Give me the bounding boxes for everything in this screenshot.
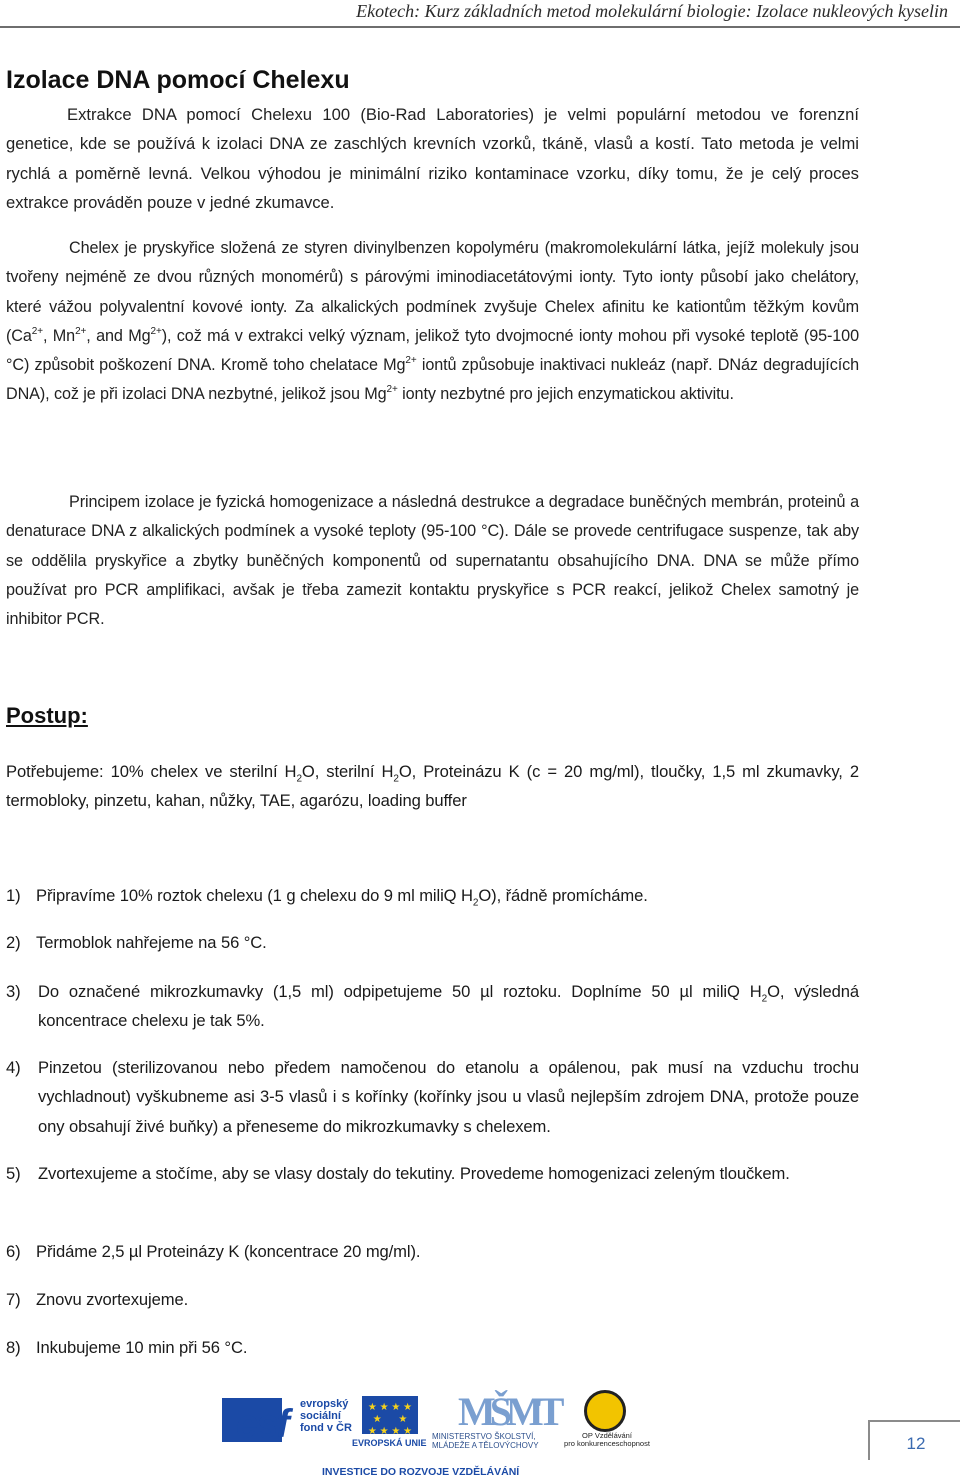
msmt-caption-line-1: MINISTERSTVO ŠKOLSTVÍ, [432,1432,536,1441]
msmt-caption-line-2: MLÁDEŽE A TĚLOVÝCHOVY [432,1441,539,1450]
needs-sub-1: 2 [296,773,302,785]
eu-stars-icon: ★ ★ ★ ★ ★ ★ ★ ★ ★ ★ [367,1402,413,1437]
list-item-step-8 [6,1333,859,1362]
op-caption [562,1432,652,1448]
step-text-b: O, výsledná koncentrace chelexu je tak 5%. [38,982,859,1031]
step-number: 7) [6,1290,21,1309]
list-item-step-6 [6,1237,859,1266]
page-number: 12 [868,1420,960,1460]
esf-text [300,1398,352,1434]
step-number: 3) [6,982,21,1001]
page-header [0,0,960,28]
p2-sup-1: 2+ [31,325,43,337]
step-number: 5) [6,1164,21,1183]
section-title-chelex: Izolace DNA pomocí Chelexu [6,66,350,94]
paragraph-intro-text-2: Velkou výhodou je minimální riziko kontaminace vzorku, díky tomu, že je celý proces extrakce prováděn pouze v jedné zkumavce. [6,163,859,212]
esf-text-line-3: fond v ČR [300,1422,352,1434]
step-text: Pinzetou (sterilizovanou nebo předem namočenou do etanolu a opálenou, pak musí na vzduchu trochu vychladnout) vyškubneme asi 3-5 vlasů i s kořínky (kořínky jsou u vlasů nejlepším zdrojem DNA, protože pouze ony obsahují živé buňky) a přeneseme do mikrozkumavky s chelexem. [38,1058,859,1136]
p2-text-b: , Mn [43,326,76,345]
paragraph-chelex-properties [6,234,859,410]
paragraph-principle: Principem izolace je fyzická homogenizace a následná destrukce a degradace buněčných membrán, proteinů a denaturace DNA z alkalických podmínek a vysoké teploty (95-100 °C). Dále se provede centrifugace suspenze, tak aby se oddělila pryskyřice a zbytky buněčných komponentů od supernatantu obsahujícího DNA. DNA se může přímo používat pro PCR amplifikaci, avšak je třeba zamezit kontaktu pryskyřice s PCR reakcí, jelikož Chelex samotný je inhibitor PCR. [6,493,859,629]
p2-sup-4: 2+ [405,354,417,366]
needs-text-c: O, Proteinázu K (c = 20 mg/ml), tloučky, 1,5 ml zkumavky, 2 termobloky, pinzetu, kahan, nůžky, TAE, agarózu, loading buffer [6,762,860,811]
step-text: Do označené mikrozkumavky (1,5 ml) odpipetujeme 50 µl roztoku. Doplníme 50 µl miliQ H [38,982,762,1001]
step-number: 1) [6,886,21,905]
step-sub: 2 [761,993,768,1005]
op-caption-line-2: pro konkurenceschopnost [564,1439,650,1448]
p2-sup-5: 2+ [386,384,398,396]
paragraph-intro [6,100,859,217]
paragraph-requirements [6,757,859,816]
invest-slogan: INVESTICE DO ROZVOJE VZDĚLÁVÁNÍ [322,1466,520,1478]
step-number: 4) [6,1058,21,1077]
p2-text-c: , and Mg [86,326,151,345]
section-title-postup: Postup: [6,703,88,728]
step-text: Přidáme 2,5 µl Proteinázy K (koncentrace 20 mg/ml). [36,1242,421,1261]
needs-text-a: Potřebujeme: 10% chelex ve sterilní H [6,762,297,781]
esf-text-line-2: sociální [300,1410,341,1422]
needs-text-b: O, sterilní H [301,762,394,781]
p2-text-a: Chelex je pryskyřice složená ze styren divinylbenzen kopolyméru (makromolekulární látka, jejíž molekuly jsou tvořeny nejméně ze dvou různých monomérů) s párovými iminodiacetátovými ionty. Tyto ionty působí jako chelátory, které vážou polyvalentní kovové ionty. Za alkalických podmínek zvyšuje Chelex afinitu ke kationtům těžkým kovům (Ca [6,239,859,345]
list-item-step-7 [6,1285,859,1314]
step-text: Připravíme 10% roztok chelexu (1 g chelexu do 9 ml miliQ H [36,886,473,905]
step-text: Termoblok nahřejeme na 56 °C. [36,933,267,952]
op-logo [562,1388,652,1448]
list-item-step-1 [6,881,859,910]
p2-sup-2: 2+ [75,325,87,337]
step-text: Znovu zvortexujeme. [36,1290,189,1309]
step-number: 2) [6,933,21,952]
eu-caption: EVROPSKÁ UNIE [352,1438,427,1448]
step-number: 8) [6,1338,21,1357]
msmt-logo [432,1388,559,1450]
p2-sup-3: 2+ [150,325,162,337]
step-text-b: O), řádně promícháme. [478,886,648,905]
list-item-step-2 [6,928,859,957]
step-number: 6) [6,1242,21,1261]
list-item-step-5 [6,1159,859,1188]
esf-wordmark: esf [236,1402,288,1446]
step-text: Zvortexujeme a stočíme, aby se vlasy dostaly do tekutiny. Provedeme homogenizaci zeleným tloučkem. [38,1164,790,1183]
step-text: Inkubujeme 10 min při 56 °C. [36,1338,248,1357]
eu-flag-icon [362,1396,418,1437]
msmt-caption [432,1432,539,1450]
paragraph-intro-text-1: Extrakce DNA pomocí Chelexu 100 (Bio-Rad Laboratories) je velmi populární metodou ve forenzní genetice, kde se používá k izolaci DNA ze zaschlých krevních vzorků, tkáně, vlasů a kostí. Tato metoda je velmi rychlá a poměrně levná. [6,105,859,183]
step-sub: 2 [472,897,479,909]
op-mark-icon [584,1390,626,1432]
p2-text-e: iontů způsobuje inaktivaci nukleáz (např. DNáz degradujících DNA), což je při izolaci DNA nezbytné, jelikož jsou Mg [6,356,859,404]
p2-text-d: ), což má v extrakci velký význam, jelikož tyto dvojmocné ionty mohou při vysoké teplotě (95-100 °C) způsobit poškození DNA. Kromě toho chelatace Mg [6,326,859,375]
msmt-mark-icon: MŠMT [458,1389,559,1434]
list-item-step-4 [6,1053,859,1141]
esf-text-line-1: evropský [300,1398,349,1410]
header-title: Ekotech: Kurz základních metod molekulární biologie: Izolace nukleových kyselin [356,1,948,21]
needs-sub-2: 2 [393,773,399,785]
op-caption-line-1: OP Vzdělávání [582,1431,632,1440]
list-item-step-3 [6,977,859,1036]
p2-text-f: ionty nezbytné pro jejich enzymatickou aktivitu. [397,385,734,404]
esf-logo [222,1392,427,1448]
